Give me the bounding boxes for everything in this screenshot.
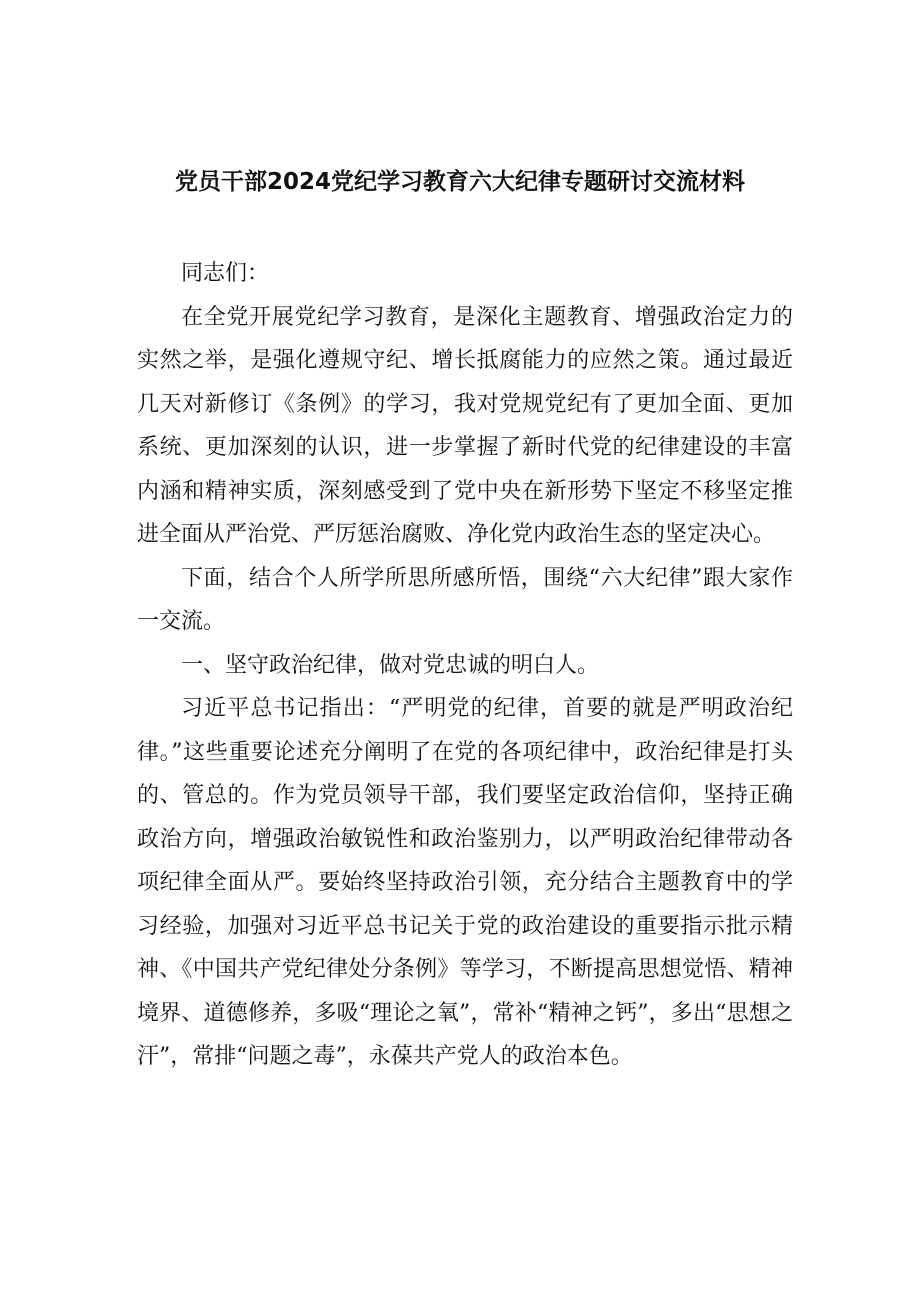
document-title: 党员干部2024党纪学习教育六大纪律专题研讨交流材料: [174, 169, 745, 195]
body-paragraph: 下面，结合个人所学所思所感所悟，围绕“六大纪律”跟大家作一交流。: [137, 565, 793, 634]
body-paragraph: 习近平总书记指出：“严明党的纪律，首要的就是严明政治纪律。”这些重要论述充分阐明了在党的各项纪律中，政治纪律是打头的、管总的。作为党员领导干部，我们要坚定政治信仰，坚持正确政治方向，增强政治敏锐性和政治鉴别力，以严明政治纪律带动各项纪律全面从严。要始终坚持政治引领，充分结合主题教育中的学习经验，加强对习近平总书记关于党的政治建设的重要指示批示精神、《中国共产党纪律处分条例》等学习，不断提高思想觉悟、精神境界、道德修养，多吸“理论之氧”，常补“精神之钙”，多出“思想之汗”，常排“问题之毒”，永葆共产党人的政治本色。: [137, 696, 793, 1069]
body-paragraph: 在全党开展党纪学习教育，是深化主题教育、增强政治定力的实然之举，是强化遵规守纪、增长抵腐能力的应然之策。通过最近几天对新修订《条例》的学习，我对党规党纪有了更加全面、更加系统、更加深刻的认识，进一步掌握了新时代党的纪律建设的丰富内涵和精神实质，深刻感受到了党中央在新形势下坚定不移坚定推进全面从严治党、严厉惩治腐败、净化党内政治生态的坚定决心。: [137, 304, 793, 547]
section-heading: 一、坚守政治纪律，做对党忠诚的明白人。: [181, 652, 600, 678]
salutation: 同志们：: [181, 261, 270, 286]
document-body: [137, 252, 793, 1079]
